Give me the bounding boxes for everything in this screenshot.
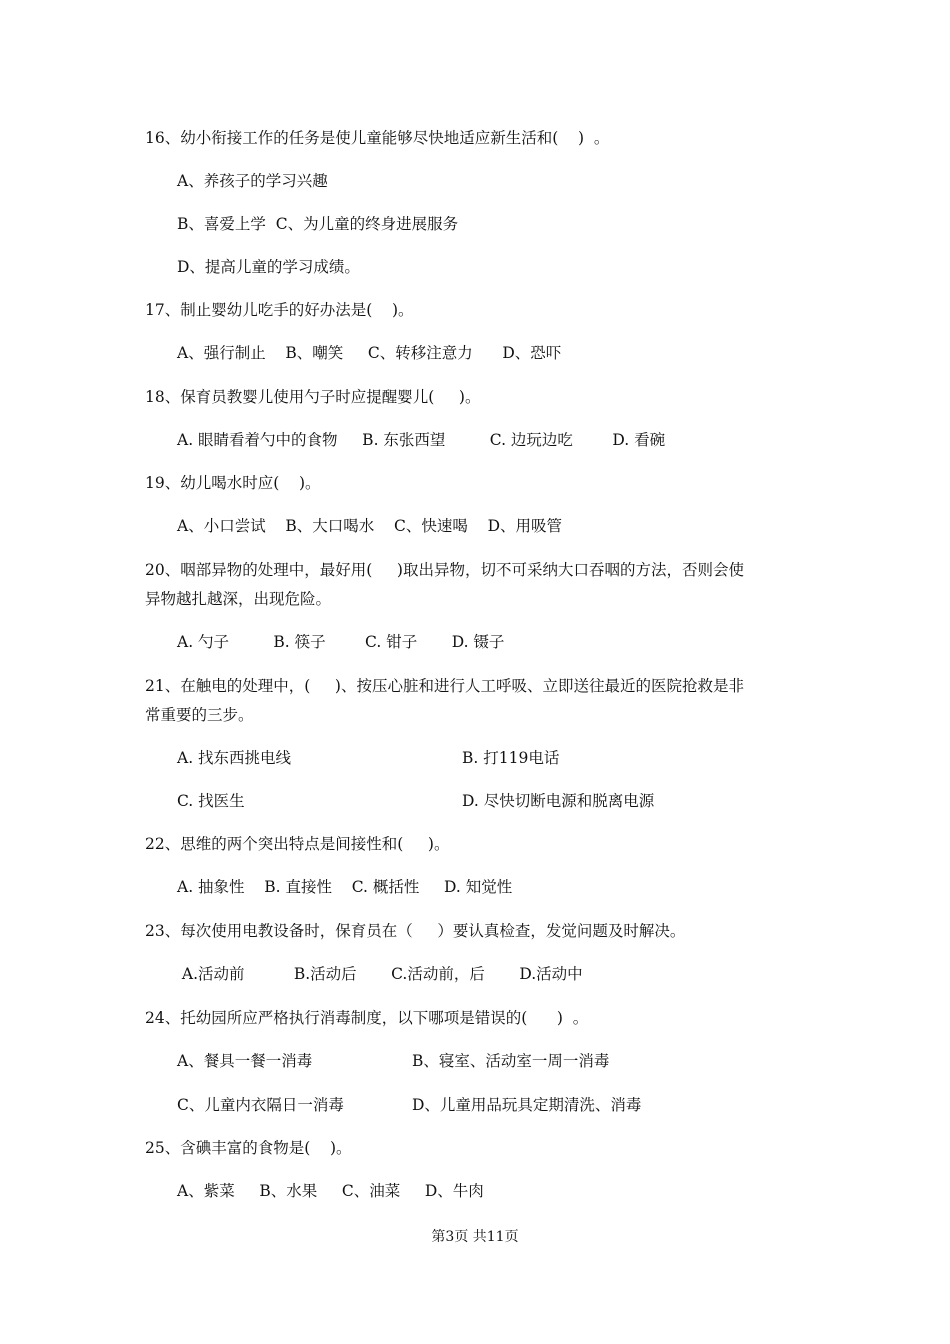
question-21-stem-line-2: 常重要的三步。 (145, 706, 254, 724)
question-16-stem: 16、幼小衔接工作的任务是使儿童能够尽快地适应新生活和( ) 。 (145, 129, 610, 147)
question-21-stem-line-1: 21、在触电的处理中，( )、按压心脏和进行人工呼吸、立即送往最近的医院抢救是非 (145, 677, 744, 695)
question-24-option-c: C、儿童内衣隔日一消毒 (177, 1096, 344, 1114)
question-21-option-d: D. 尽快切断电源和脱离电源 (462, 792, 655, 810)
question-21-option-a: A. 找东西挑电线 (177, 749, 292, 767)
question-20-stem-line-2: 异物越扎越深，出现危险。 (145, 590, 332, 608)
question-25-options: A、紫菜 B、水果 C、油菜 D、牛肉 (177, 1182, 484, 1200)
question-22-options: A. 抽象性 B. 直接性 C. 概括性 D. 知觉性 (177, 878, 513, 896)
question-22-stem: 22、思维的两个突出特点是间接性和( )。 (145, 835, 450, 853)
question-24-option-a: A、餐具一餐一消毒 (177, 1052, 313, 1070)
question-17-stem: 17、制止婴幼儿吃手的好办法是( )。 (145, 301, 414, 319)
question-20-stem-line-1: 20、咽部异物的处理中，最好用( )取出异物，切不可采纳大口吞咽的方法，否则会使 (145, 561, 744, 579)
question-19-stem: 19、幼儿喝水时应( )。 (145, 474, 321, 492)
question-24-option-b: B、寝室、活动室一周一消毒 (412, 1052, 610, 1070)
page-number-footer: 第3页 共11页 (431, 1229, 519, 1245)
question-21-option-b: B. 打119电话 (462, 749, 560, 767)
question-24-option-d: D、儿童用品玩具定期清洗、消毒 (412, 1096, 642, 1114)
question-25-stem: 25、含碘丰富的食物是( )。 (145, 1139, 352, 1157)
question-18-options: A. 眼睛看着勺中的食物 B. 东张西望 C. 边玩边吃 D. 看碗 (177, 431, 666, 449)
question-23-stem: 23、每次使用电教设备时，保育员在（ ）要认真检查，发觉问题及时解决。 (145, 922, 686, 940)
question-16-option-b-c: B、喜爱上学 C、为儿童的终身进展服务 (177, 215, 459, 233)
question-16-option-d: D、提高儿童的学习成绩。 (177, 258, 360, 276)
question-18-stem: 18、保育员教婴儿使用勺子时应提醒婴儿( )。 (145, 388, 481, 406)
question-17-options: A、强行制止 B、嘲笑 C、转移注意力 D、恐吓 (177, 344, 562, 362)
question-20-options: A. 勺子 B. 筷子 C. 钳子 D. 镊子 (177, 633, 505, 651)
question-23-options: A.活动前 B.活动后 C.活动前，后 D.活动中 (177, 965, 583, 983)
question-16-option-a: A、养孩子的学习兴趣 (177, 172, 328, 190)
question-21-option-c: C. 找医生 (177, 792, 245, 810)
question-19-options: A、小口尝试 B、大口喝水 C、快速喝 D、用吸管 (177, 517, 562, 535)
question-24-stem: 24、托幼园所应严格执行消毒制度，以下哪项是错误的( ) 。 (145, 1009, 589, 1027)
